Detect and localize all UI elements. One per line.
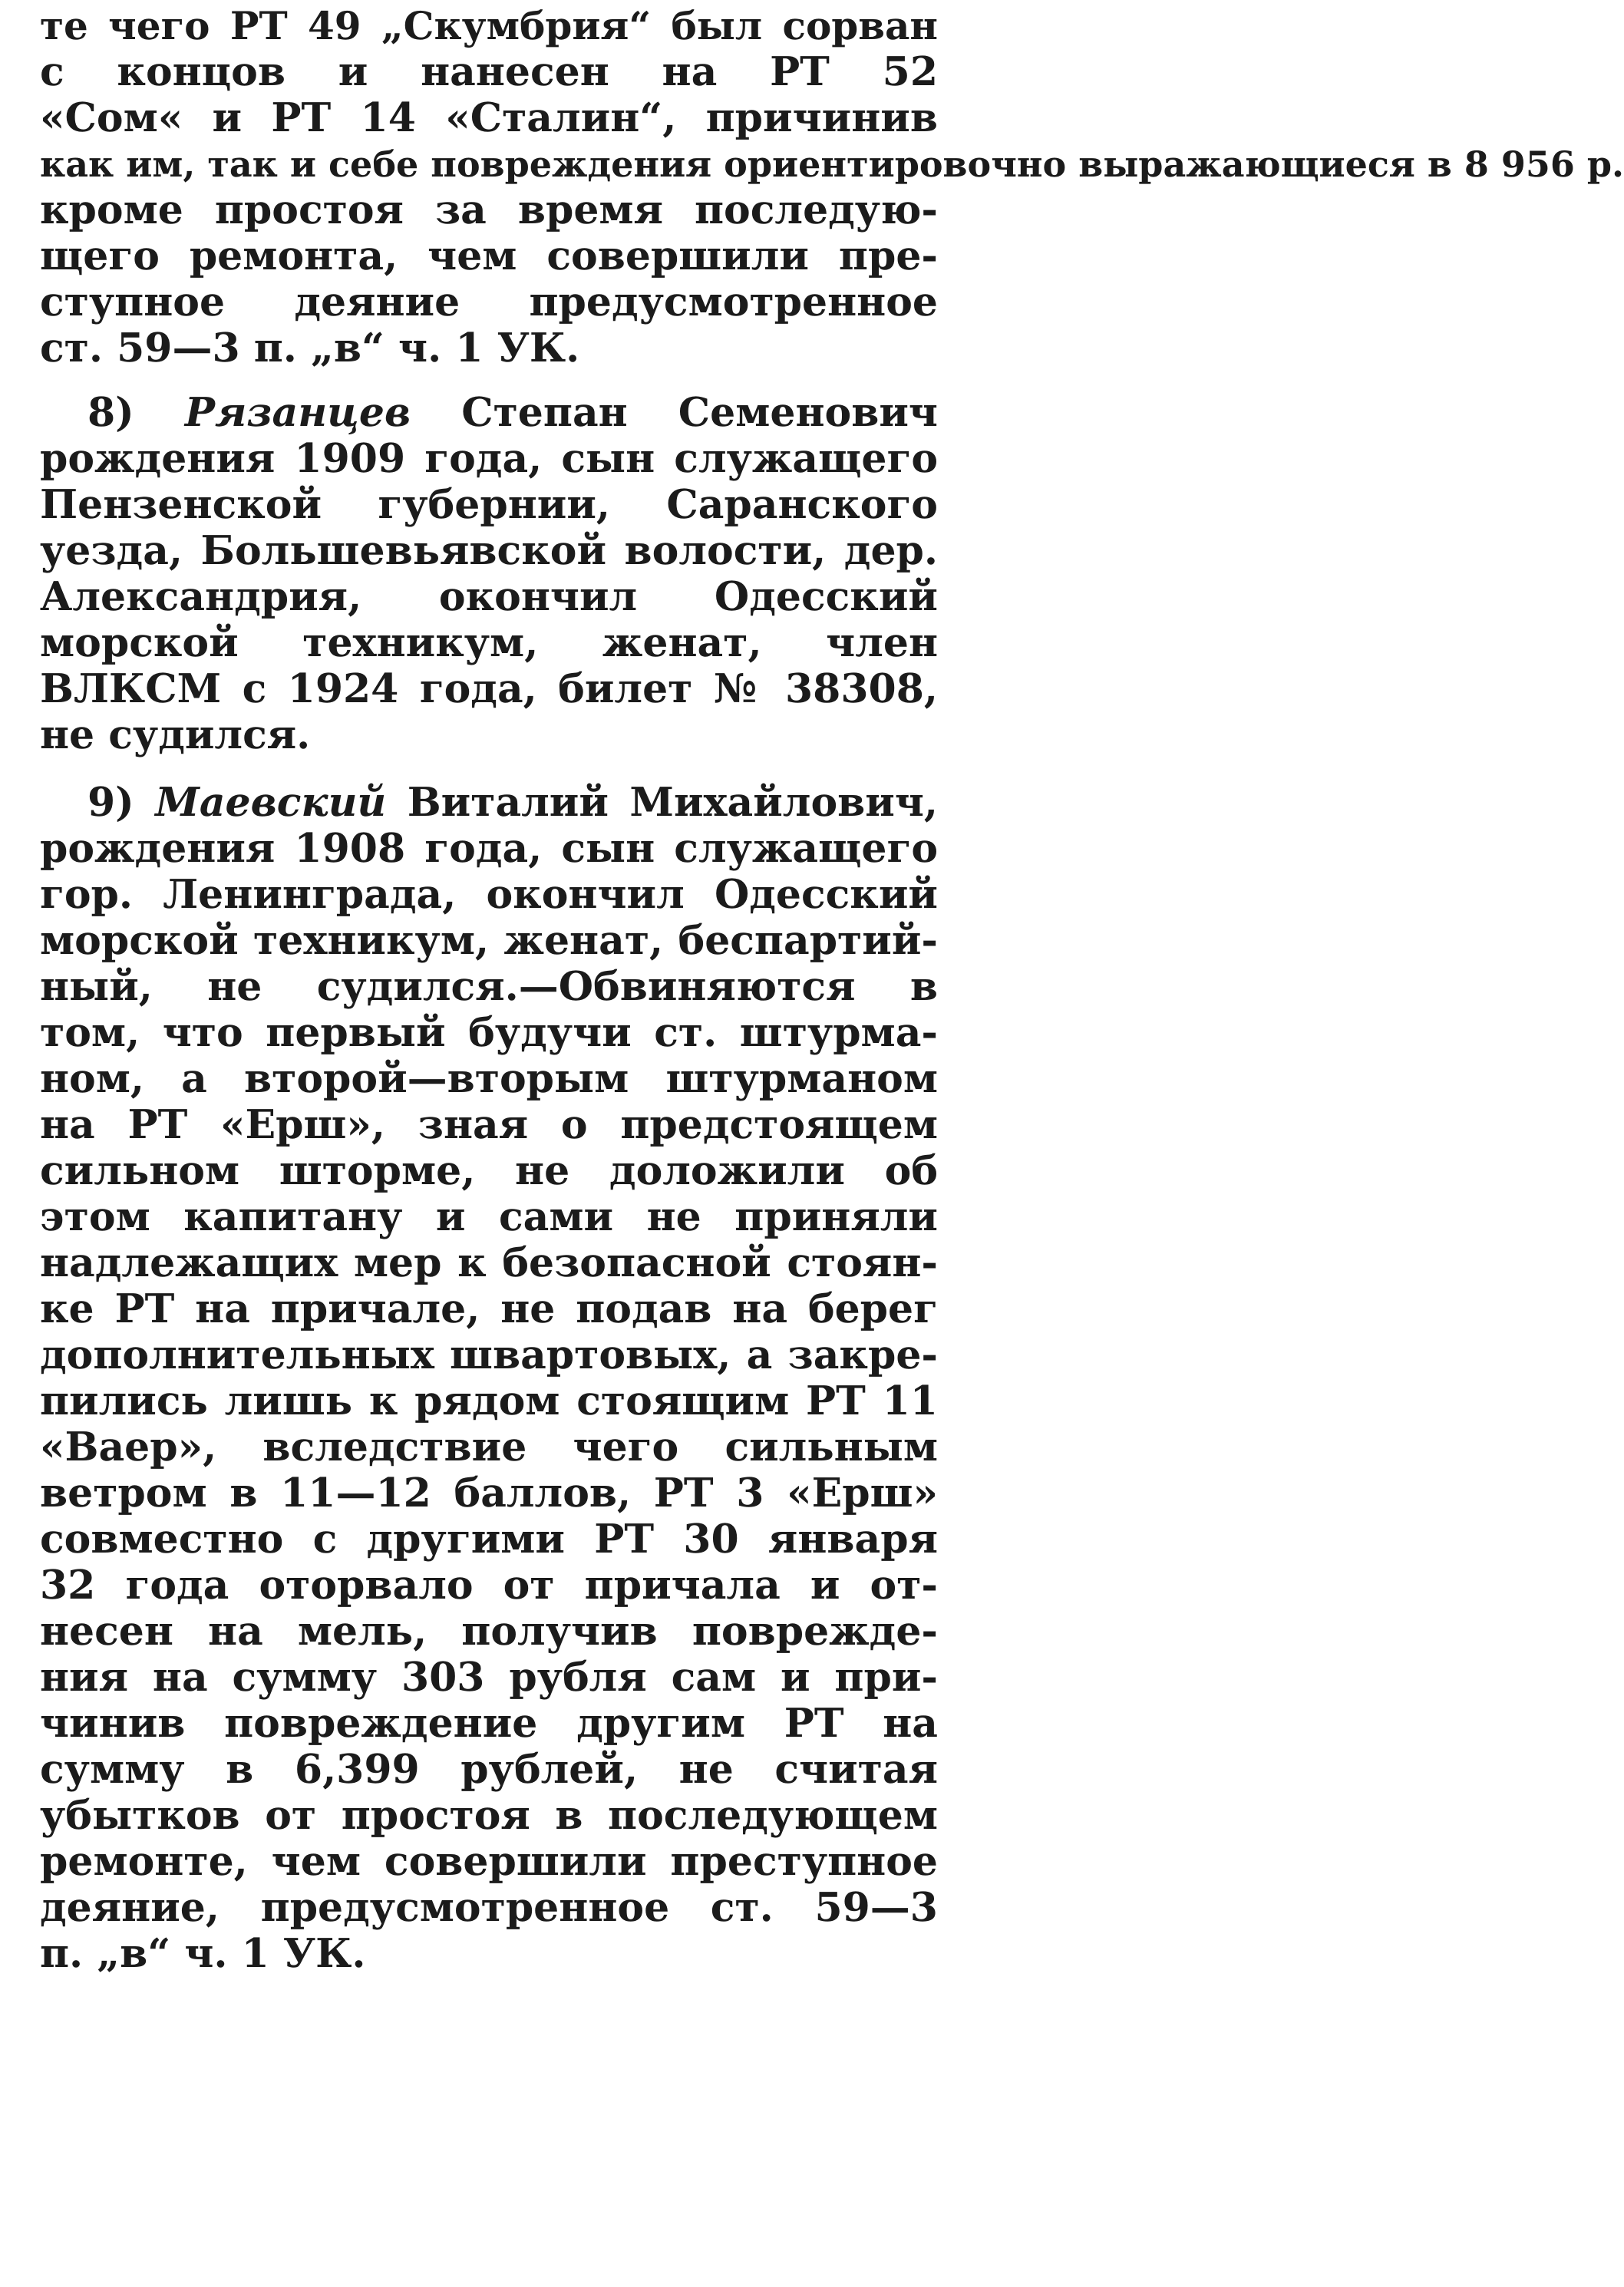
text-line: том, что первый будучи ст. штурма- [40, 1009, 938, 1056]
text-line: сумму в 6,399 рублей, не считая [40, 1746, 938, 1793]
text-line [40, 390, 938, 436]
text-line: гор. Ленинграда, окончил Одесский [40, 871, 938, 918]
text-line: п. „в“ ч. 1 УК. [40, 1930, 366, 1977]
text-line: те чего РТ 49 „Скумбрия“ был сорван [40, 3, 938, 48]
text-line: ке РТ на причале, не подав на берег [40, 1285, 938, 1332]
text-line: сильном шторме, не доложили об [40, 1147, 938, 1194]
text-line: с концов и нанесен на РТ 52 [40, 48, 938, 95]
text-line: дополнительных швартовых, а закре- [40, 1332, 938, 1378]
text-line: морской техникум, женат, член [40, 619, 938, 666]
text-line: кроме простоя за время последую- [40, 186, 938, 233]
text-line: этом капитану и сами не приняли [40, 1193, 938, 1240]
text-line: щего ремонта, чем совершили пре- [40, 233, 938, 279]
text-line: ветром в 11—12 баллов, РТ 3 «Ерш» [40, 1470, 938, 1516]
text-line: деяние, предусмотренное ст. 59—3 [40, 1884, 938, 1931]
text-line: 32 года оторвало от причала и от- [40, 1562, 938, 1609]
person-name: Рязанцев [184, 389, 411, 436]
text-line: пились лишь к рядом стоящим РТ 11 [40, 1378, 938, 1424]
text-line: не судился. [40, 711, 311, 758]
paragraph-3 [40, 780, 938, 1977]
text-line: совместно с другими РТ 30 января [40, 1516, 938, 1563]
text-line: ния на сумму 303 рубля сам и при- [40, 1654, 938, 1701]
text-line: Пензенской губернии, Саранского [40, 481, 938, 528]
paragraph-1-body [40, 48, 1624, 371]
text-line: ст. 59—3 п. „в“ ч. 1 УК. [40, 325, 580, 371]
text-line: чинив повреждение другим РТ на [40, 1700, 938, 1747]
text-line: Александрия, окончил Одесский [40, 573, 938, 620]
text-line: рождения 1909 года, сын служащего [40, 435, 938, 482]
name-continuation: Степан Семенович [461, 389, 938, 436]
text-line: морской техникум, женат, беспартий- [40, 917, 938, 964]
text-line: рождения 1908 года, сын служащего [40, 825, 938, 872]
name-continuation: Виталий Михайлович, [407, 779, 938, 826]
text-line: несен на мель, получив поврежде- [40, 1608, 938, 1655]
person-name: Маевский [155, 779, 387, 826]
text-line: убытков от простоя в последующем [40, 1792, 938, 1839]
item-number: 9) [87, 779, 134, 826]
text-line [40, 780, 938, 826]
text-line: ВЛКСМ с 1924 года, билет № 38308, [40, 665, 938, 712]
text-line: «Сом« и РТ 14 «Сталин“, причинив [40, 94, 938, 141]
text-line: на РТ «Ерш», зная о предстоящем [40, 1101, 938, 1148]
text-line: как им, так и себе повреждения ориентировочно выражающиеся в 8 956 р. [40, 144, 1624, 185]
text-line: ступное деяние предусмотренное [40, 279, 938, 325]
text-line: ный, не судился.—Обвиняются в [40, 963, 938, 1010]
text-line: ремонте, чем совершили преступное [40, 1838, 938, 1885]
text-line: «Ваер», вследствие чего сильным [40, 1424, 938, 1470]
text-line: надлежащих мер к безопасной стоян- [40, 1239, 938, 1286]
text-line: уезда, Большевьявской волости, дер. [40, 527, 938, 574]
paragraph-1 [40, 3, 938, 49]
paragraph-2 [40, 390, 938, 758]
document-page [40, 0, 1624, 1977]
text-line: ном, а второй—вторым штурманом [40, 1055, 938, 1102]
item-number: 8) [87, 389, 134, 436]
